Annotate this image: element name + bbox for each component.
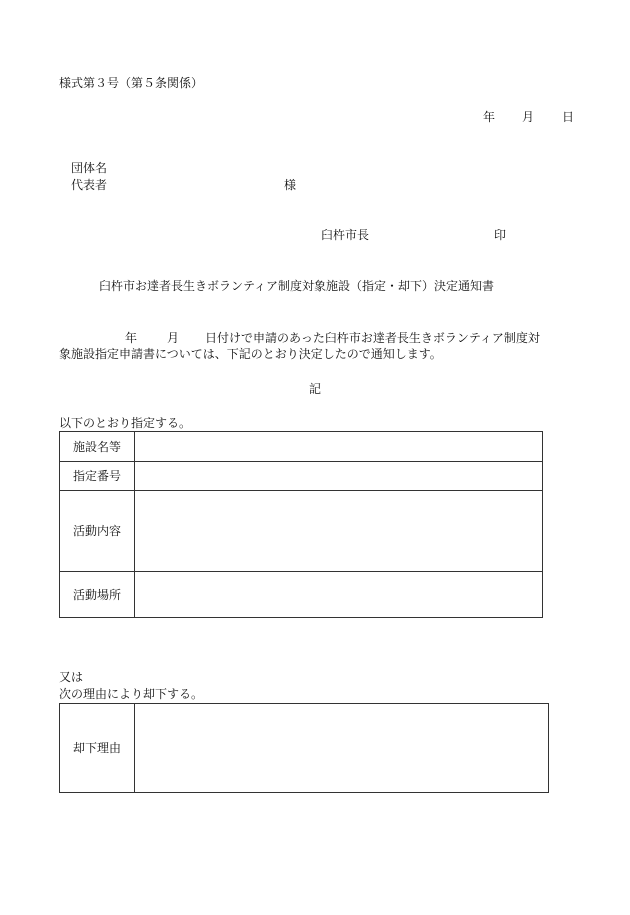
rejection-reason-field[interactable] [135, 704, 549, 793]
body-line2: 象施設指定申請書については、下記のとおり決定したので通知します。 [59, 347, 442, 361]
activity-content-field[interactable] [135, 491, 543, 572]
body-month: 月 [167, 331, 180, 345]
table-row [60, 432, 543, 462]
rejection-table [59, 703, 549, 793]
date-year: 年 [483, 110, 496, 124]
rejection-intro: 次の理由により却下する。 [59, 687, 204, 701]
designation-intro: 以下のとおり指定する。 [59, 416, 192, 430]
table-row [60, 491, 543, 572]
rejection-reason-label: 却下理由 [60, 704, 135, 793]
designation-number-label: 指定番号 [60, 462, 135, 491]
date-month: 月 [522, 110, 535, 124]
date-day: 日 [562, 110, 575, 124]
table-row [60, 704, 549, 793]
activity-place-label: 活動場所 [60, 572, 135, 618]
representative-label: 代表者 [71, 178, 108, 192]
ki-heading: 記 [309, 382, 322, 396]
document-title: 臼杵市お達者長生きボランティア制度対象施設（指定・却下）決定通知書 [99, 279, 495, 293]
or-text: 又は [59, 670, 84, 684]
activity-place-field[interactable] [135, 572, 543, 618]
body-line1: 日付けで申請のあった臼杵市お達者長生きボランティア制度対 [205, 331, 540, 345]
issuer-title: 臼杵市長 [321, 228, 370, 242]
activity-content-label: 活動内容 [60, 491, 135, 572]
table-row [60, 462, 543, 491]
facility-name-label: 施設名等 [60, 432, 135, 462]
designation-table [59, 431, 543, 618]
org-name-label: 団体名 [71, 161, 108, 175]
seal-mark: 印 [494, 228, 507, 242]
body-year: 年 [125, 331, 138, 345]
table-row [60, 572, 543, 618]
form-number: 様式第３号（第５条関係） [59, 76, 204, 90]
honorific: 様 [284, 178, 297, 192]
designation-number-field[interactable] [135, 462, 543, 491]
facility-name-field[interactable] [135, 432, 543, 462]
